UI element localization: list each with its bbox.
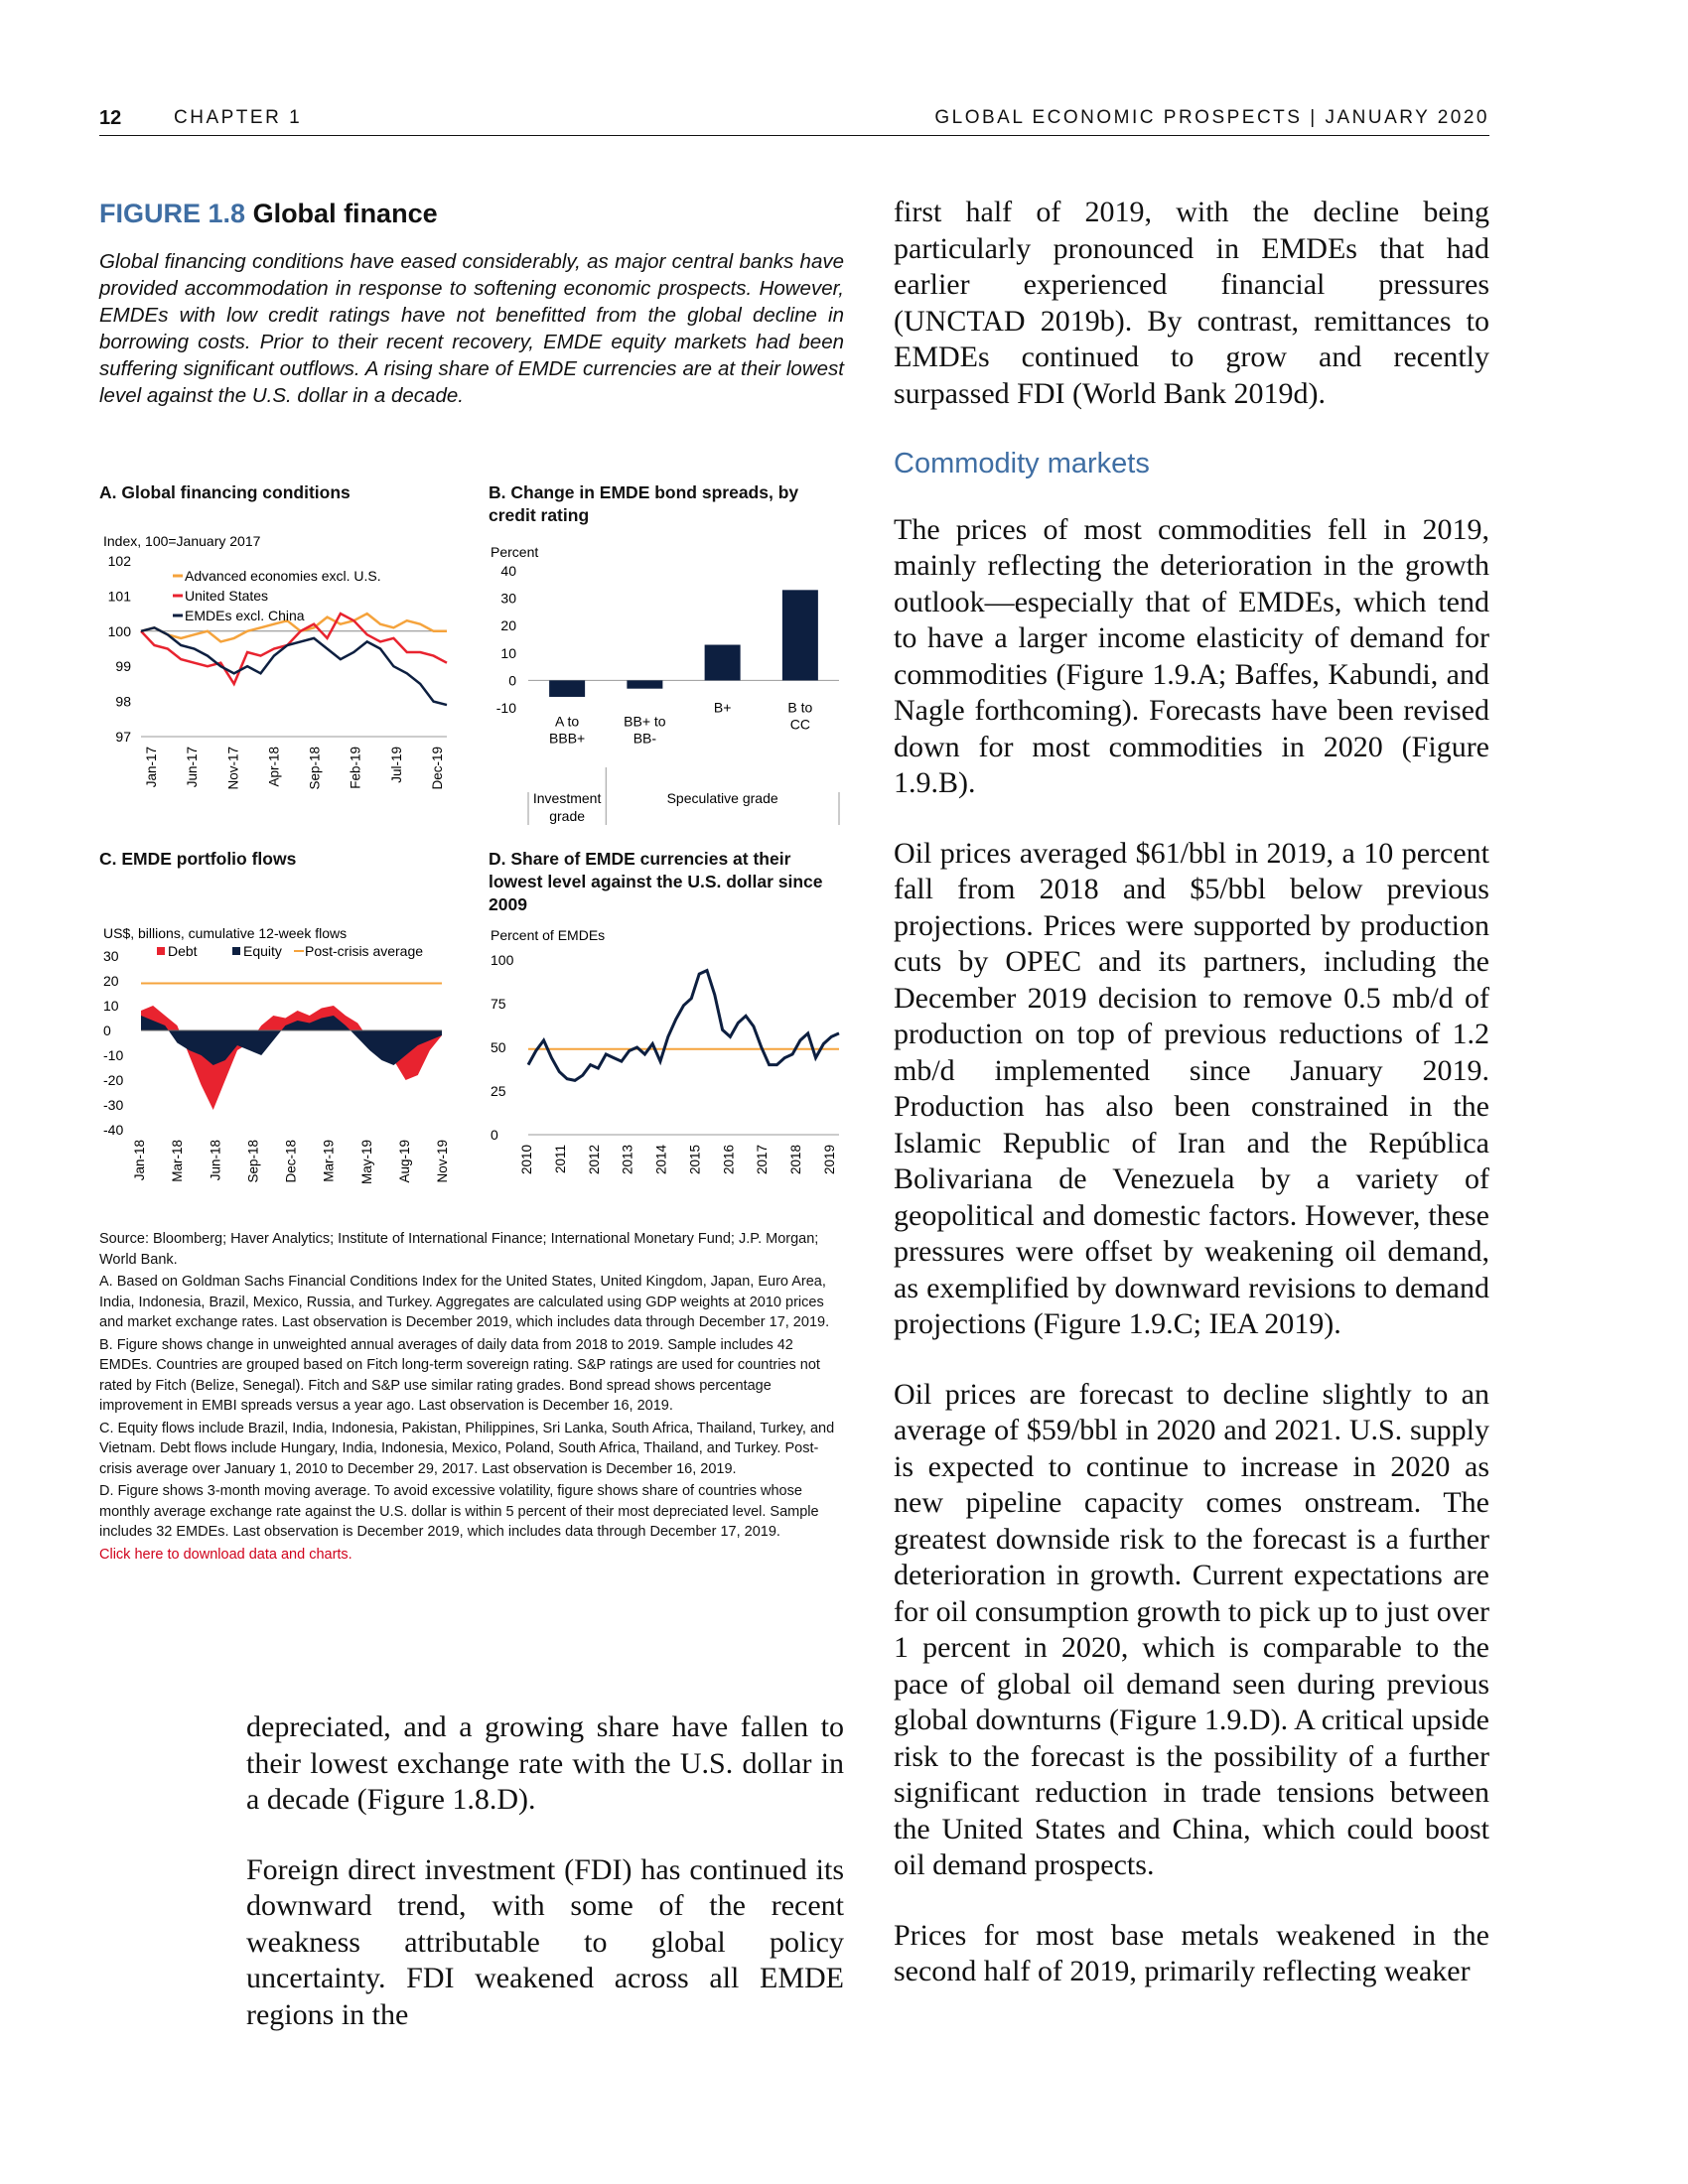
panel-a-title: A. Global financing conditions [99, 482, 351, 502]
right-paragraph-1: first half of 2019, with the decline being particularly pronounced in EMDEs that had earlier experienced financial pressures (UNCTAD 2019b). By contrast, remittances to EMDEs continued to grow and recently surpassed FDI (World Bank 2019d). [894, 196, 1489, 410]
chart-c-ytick: -40 [103, 1122, 124, 1138]
chart-a-xtick: Sep-18 [307, 747, 323, 790]
chart-c-xtick: Aug-19 [396, 1140, 412, 1183]
chart-c-ytick: 10 [103, 998, 119, 1014]
chart-c-xtick: Jun-18 [208, 1140, 223, 1181]
note-d: D. Figure shows 3-month moving average. To avoid excessive volatility, figure shows share of countries whose monthly average exchange rate against the U.S. dollar is within 5 percent of their most depreciated level. Sample includes 32 EMDEs. Last observation is December 2019, which includes data through December 17, 2019. [99, 1483, 819, 1540]
figure-description: Global financing conditions have eased considerably, as major central banks have provided accommodation in response to softening economic prospects. However, EMDEs with low credit ratings have not benefitted from the global decline in borrowing costs. Prior to their recent recovery, EMDE equity markets had been suffering significant outflows. A rising share of EMDE currencies are at their lowest level against the U.S. dollar in a decade. [99, 250, 844, 407]
figure-number: FIGURE 1.8 [99, 199, 246, 228]
panel-d-title: D. Share of EMDE currencies at their lowest level against the U.S. dollar since 2009 [489, 849, 823, 914]
chart-c-xtick: Dec-18 [283, 1140, 299, 1183]
chart-b-ytick: 30 [500, 590, 516, 607]
chart-d-ytick: 50 [491, 1039, 506, 1055]
chart-c-equity-area [141, 1016, 442, 1065]
chart-a-xtick: Dec-19 [430, 747, 445, 790]
chart-a-xtick: Jun-17 [185, 747, 201, 788]
chart-c-legend-label: Equity [243, 943, 282, 959]
report-title: GLOBAL ECONOMIC PROSPECTS | JANUARY 2020 [934, 107, 1489, 128]
figure-notes [99, 1229, 839, 1567]
chart-d-xtick: 2016 [721, 1145, 737, 1175]
left-paragraph-1: depreciated, and a growing share have fallen to their lowest exchange rate with the U.S. dollar in a decade (Figure 1.8.D). [246, 1710, 844, 1816]
chart-b-group-label: Investment [532, 790, 602, 806]
chart-d-series-line [528, 971, 839, 1081]
chart-c-xtick: Jan-18 [132, 1140, 147, 1181]
chart-d-xtick: 2015 [687, 1145, 703, 1175]
left-paragraph-2: Foreign direct investment (FDI) has continued its downward trend, with some of the recent weakness attributable to global policy uncertainty. FDI weakened across all EMDE regions in the [246, 1852, 844, 2031]
chapter-label: CHAPTER 1 [174, 107, 303, 128]
left-body [246, 1709, 844, 2067]
panel-b-title: B. Change in EMDE bond spreads, by credit rating [489, 482, 799, 525]
chart-b-ylabel: Percent [491, 544, 539, 560]
chart-d-ytick: 0 [491, 1127, 498, 1143]
chart-c-ytick: -30 [103, 1097, 124, 1113]
chart-a-legend-label: Advanced economies excl. U.S. [185, 568, 381, 584]
chart-c-ytick: 30 [103, 948, 119, 964]
chart-c-xtick: Mar-18 [170, 1140, 186, 1182]
chart-d-ytick: 75 [491, 996, 506, 1012]
right-body [894, 195, 1489, 2024]
note-a: A. Based on Goldman Sachs Financial Conditions Index for the United States, United Kingdom, Japan, Euro Area, India, Indonesia, Brazil, Mexico, Russia, and Turkey. Aggregates are calculated using GDP weights at 2010 prices and market exchange rates. Last observation is December 2019, which includes data through December 17, 2019. [99, 1274, 830, 1330]
chart-d-ytick: 25 [491, 1083, 506, 1099]
chart-d-xtick: 2018 [788, 1145, 804, 1175]
chart-c-svg [99, 925, 467, 1206]
chart-a-ylabel: Index, 100=January 2017 [103, 533, 261, 549]
figure-title-text: Global finance [252, 199, 438, 228]
chart-a-ytick: 101 [107, 588, 131, 605]
chart-b-group-label: Speculative grade [666, 790, 778, 806]
chart-b-svg [487, 531, 849, 824]
chart-b-category-label: BB+ to [624, 713, 666, 730]
chart-d-xtick: 2019 [822, 1145, 837, 1175]
right-paragraph-4: Oil prices are forecast to decline slightly to an average of $59/bbl in 2020 and 2021. U.S. supply is expected to continue to increase in 2020 as new pipeline capacity comes onstream. The greatest downside risk to the forecast is a further deterioration in growth. Current expectations are for oil consumption growth to pick up to just over 1 percent in 2020, which is comparable to the pace of global oil demand seen during previous global downturns (Figure 1.9.D). A critical upside risk to the forecast is the possibility of a further significant reduction in trade tensions between the United States and China, which could boost oil demand prospects. [894, 1377, 1489, 1881]
chart-b-ytick: -10 [495, 700, 516, 716]
chart-a-legend-label: EMDEs excl. China [185, 608, 305, 623]
chart-a [99, 531, 467, 814]
chart-a-xtick: Jan-17 [144, 747, 159, 788]
download-link[interactable]: Click here to download data and charts. [99, 1546, 352, 1563]
chart-b-bar [549, 680, 585, 697]
figure-title [99, 199, 438, 229]
chart-a-svg [99, 531, 467, 809]
chart-c-ytick: 0 [103, 1023, 111, 1038]
chart-b-category-label-2: BBB+ [549, 730, 586, 747]
chart-c-legend-swatch [232, 947, 240, 955]
note-c: C. Equity flows include Brazil, India, Indonesia, Pakistan, Philippines, Sri Lanka, South Africa, Thailand, Turkey, and Vietnam. Debt flows include Hungary, India, Indonesia, Mexico, Poland, South Africa, Thailand, and Turkey. Post-crisis average over January 1, 2010 to December 29, 2017. Last observation is December 16, 2019. [99, 1420, 835, 1477]
chart-b-group-label-2: grade [549, 808, 586, 824]
chart-b-bar [627, 680, 662, 688]
chart-b-ytick: 10 [500, 644, 516, 661]
chart-a-xtick: Feb-19 [348, 747, 363, 789]
chart-c-xtick: May-19 [358, 1140, 374, 1185]
chart-d-svg [487, 928, 849, 1206]
chart-b [487, 531, 849, 824]
note-b: B. Figure shows change in unweighted annual averages of daily data from 2018 to 2019. Sample includes 42 EMDEs. Countries are grouped based on Fitch long-term sovereign rating. S&P ratings are used for countries not rated by Fitch (Belize, Senegal). Fitch and S&P use similar rating grades. Bond spread shows percentage improvement in EMBI spreads versus a year ago. Last observation is December 16, 2019. [99, 1336, 820, 1414]
chart-a-ytick: 97 [115, 729, 131, 745]
chart-b-ytick: 40 [500, 563, 516, 579]
chart-b-category-label: A to [555, 713, 580, 730]
chart-d-xtick: 2017 [755, 1145, 771, 1175]
chart-c-ytick: 20 [103, 973, 119, 989]
chart-c-ytick: -10 [103, 1047, 124, 1063]
chart-d [487, 928, 849, 1211]
chart-a-ytick: 100 [107, 622, 131, 639]
chart-c-ytick: -20 [103, 1072, 124, 1088]
panel-c-title: C. EMDE portfolio flows [99, 849, 297, 869]
chart-c-xtick: Sep-18 [245, 1140, 261, 1183]
chart-a-xtick: Apr-18 [266, 747, 282, 787]
chart-c-legend-swatch [157, 947, 165, 955]
chart-b-bar [782, 590, 818, 680]
chart-d-xtick: 2010 [519, 1145, 534, 1175]
chart-a-ytick: 102 [107, 553, 131, 569]
chart-c-legend-label: Debt [168, 943, 198, 959]
chart-c-xtick: Nov-19 [435, 1140, 450, 1183]
chart-d-xtick: 2011 [552, 1145, 568, 1174]
chart-a-ytick: 98 [115, 693, 131, 710]
chart-c-legend-label: Post-crisis average [305, 943, 424, 959]
chart-a-xtick: Nov-17 [225, 747, 241, 790]
section-heading: Commodity markets [894, 448, 1150, 479]
chart-c-xtick: Mar-19 [321, 1140, 337, 1182]
chart-d-ylabel: Percent of EMDEs [491, 927, 606, 943]
chart-c-ylabel: US$, billions, cumulative 12-week flows [103, 925, 348, 941]
chart-d-xtick: 2014 [653, 1145, 669, 1175]
chart-b-category-label-2: BB- [633, 730, 657, 747]
chart-b-ytick: 20 [500, 617, 516, 634]
chart-a-legend-label: United States [185, 588, 269, 604]
chart-c [99, 925, 467, 1211]
chart-b-category-label: B+ [713, 699, 732, 716]
chart-d-xtick: 2012 [586, 1145, 602, 1175]
chart-a-xtick: Jul-19 [388, 747, 404, 783]
chart-b-ytick: 0 [508, 672, 516, 689]
note-source: Source: Bloomberg; Haver Analytics; Institute of International Finance; International Monetary Fund; J.P. Morgan; World Bank. [99, 1231, 819, 1268]
chart-b-category-label: B to [787, 699, 813, 716]
chart-d-ytick: 100 [491, 952, 514, 968]
chart-b-category-label-2: CC [789, 716, 810, 733]
page-header [99, 107, 1489, 136]
page-number: 12 [99, 107, 122, 129]
right-paragraph-3: Oil prices averaged $61/bbl in 2019, a 10 percent fall from 2018 and $5/bbl below previous projections. Prices were supported by production cuts by OPEC and its partners, including the December 2019 decision to remove 0.5 mb/d of production on top of previous reductions of 1.2 mb/d implemented since January 2019. Production has also been constrained in the Islamic Republic of Iran and the República Bolivariana de Venezuela by a variety of geopolitical and domestic factors. However, these pressures were offset by weakening oil demand, as exemplified by downward revisions to demand projections (Figure 1.9.C; IEA 2019). [894, 836, 1489, 1340]
chart-d-xtick: 2013 [620, 1145, 635, 1175]
right-paragraph-5: Prices for most base metals weakened in the second half of 2019, primarily reflecting weaker [894, 1918, 1489, 1987]
chart-b-bar [705, 645, 741, 681]
chart-a-ytick: 99 [115, 658, 131, 675]
right-paragraph-2: The prices of most commodities fell in 2019, mainly reflecting the deterioration in the growth outlook—especially that of EMDEs, which tend to have a larger income elasticity of demand for commodities (Figure 1.9.A; Baffes, Kabundi, and Nagle forthcoming). Forecasts have been revised down for most commodities in 2020 (Figure 1.9.B). [894, 512, 1489, 799]
